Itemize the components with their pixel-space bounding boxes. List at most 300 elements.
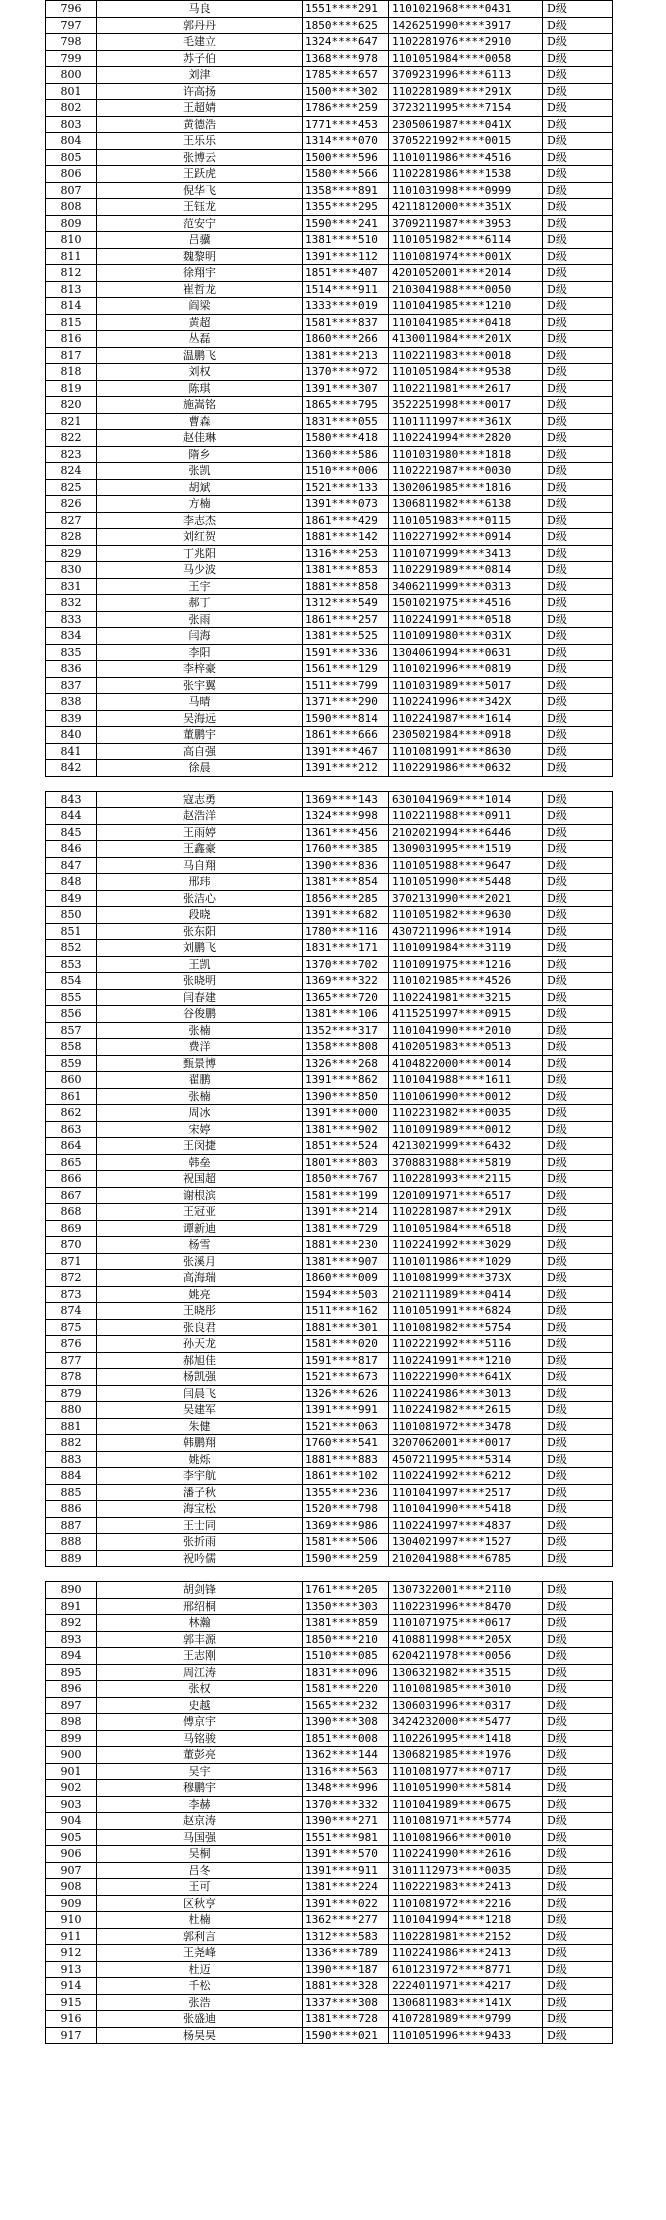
level-grade: D级 — [543, 923, 613, 940]
table-row — [46, 1501, 613, 1518]
row-number: 869 — [46, 1220, 97, 1237]
table-row — [46, 364, 613, 381]
id-number: 1102281993****2115 — [389, 1171, 543, 1188]
table-row — [46, 166, 613, 183]
person-name: 祝国超 — [97, 1171, 303, 1188]
person-name: 李志杰 — [97, 512, 303, 529]
id-number: 1307322001****2110 — [389, 1582, 543, 1599]
table-row — [46, 1171, 613, 1188]
row-number: 895 — [46, 1664, 97, 1681]
table-row — [46, 1138, 613, 1155]
person-name: 丁兆阳 — [97, 545, 303, 562]
id-number: 1102241997****4837 — [389, 1517, 543, 1534]
row-number: 893 — [46, 1631, 97, 1648]
table-row — [46, 940, 613, 957]
row-number: 821 — [46, 413, 97, 430]
table-row — [46, 1022, 613, 1039]
table-row — [46, 1418, 613, 1435]
row-number: 835 — [46, 644, 97, 661]
phone-number: 1881****858 — [303, 578, 389, 595]
phone-number: 1511****162 — [303, 1303, 389, 1320]
phone-number: 1514****911 — [303, 281, 389, 298]
id-number: 6101231972****8771 — [389, 1961, 543, 1978]
row-number: 874 — [46, 1303, 97, 1320]
row-number: 850 — [46, 907, 97, 924]
phone-number: 1861****666 — [303, 727, 389, 744]
row-number: 907 — [46, 1862, 97, 1879]
person-name: 吕冬 — [97, 1862, 303, 1879]
level-grade: D级 — [543, 1978, 613, 1995]
row-number: 865 — [46, 1154, 97, 1171]
id-number: 1102241991****1210 — [389, 1352, 543, 1369]
row-number: 875 — [46, 1319, 97, 1336]
person-name: 周冰 — [97, 1105, 303, 1122]
table-row — [46, 1154, 613, 1171]
phone-number: 1391****112 — [303, 248, 389, 265]
phone-number: 1881****142 — [303, 529, 389, 546]
phone-number: 1369****322 — [303, 973, 389, 990]
level-grade: D级 — [543, 1862, 613, 1879]
phone-number: 1510****006 — [303, 463, 389, 480]
id-number: 1102241991****0518 — [389, 611, 543, 628]
table-row — [46, 1895, 613, 1912]
table-row — [46, 100, 613, 117]
person-name: 段晓 — [97, 907, 303, 924]
table-row — [46, 1747, 613, 1764]
table-row — [46, 1237, 613, 1254]
row-number: 811 — [46, 248, 97, 265]
level-grade: D级 — [543, 1253, 613, 1270]
table-row — [46, 380, 613, 397]
row-number: 913 — [46, 1961, 97, 1978]
level-grade: D级 — [543, 215, 613, 232]
table-row — [46, 34, 613, 51]
phone-number: 1591****817 — [303, 1352, 389, 1369]
row-number: 805 — [46, 149, 97, 166]
id-number: 2305021984****0918 — [389, 727, 543, 744]
table-row — [46, 1204, 613, 1221]
person-name: 史越 — [97, 1697, 303, 1714]
phone-number: 1831****171 — [303, 940, 389, 957]
level-grade: D级 — [543, 874, 613, 891]
id-number: 1306031996****0317 — [389, 1697, 543, 1714]
person-name: 刘津 — [97, 67, 303, 84]
id-number: 4107281989****9799 — [389, 2011, 543, 2028]
phone-number: 1326****268 — [303, 1055, 389, 1072]
phone-number: 1381****854 — [303, 874, 389, 891]
phone-number: 1391****862 — [303, 1072, 389, 1089]
level-grade: D级 — [543, 314, 613, 331]
id-number: 4102051983****0513 — [389, 1039, 543, 1056]
id-number: 1101011986****1029 — [389, 1253, 543, 1270]
person-name: 隋乡 — [97, 446, 303, 463]
level-grade: D级 — [543, 380, 613, 397]
row-number: 904 — [46, 1813, 97, 1830]
phone-number: 1371****290 — [303, 694, 389, 711]
person-name: 寇志勇 — [97, 791, 303, 808]
level-grade: D级 — [543, 1402, 613, 1419]
phone-number: 1390****850 — [303, 1088, 389, 1105]
row-number: 804 — [46, 133, 97, 150]
phone-number: 1362****277 — [303, 1912, 389, 1929]
table-row — [46, 1681, 613, 1698]
row-number: 871 — [46, 1253, 97, 1270]
id-number: 1102211988****0911 — [389, 808, 543, 825]
level-grade: D级 — [543, 17, 613, 34]
phone-number: 1391****073 — [303, 496, 389, 513]
row-number: 870 — [46, 1237, 97, 1254]
table-row — [46, 479, 613, 496]
table-row — [46, 2011, 613, 2028]
row-number: 806 — [46, 166, 97, 183]
id-number: 1102221987****0030 — [389, 463, 543, 480]
id-number: 1102241982****2615 — [389, 1402, 543, 1419]
table-row — [46, 595, 613, 612]
id-number: 1304061994****0631 — [389, 644, 543, 661]
id-number: 3723211995****7154 — [389, 100, 543, 117]
id-number: 1102291986****0632 — [389, 760, 543, 777]
row-number: 896 — [46, 1681, 97, 1698]
person-name: 马良 — [97, 1, 303, 18]
id-number: 3708831988****5819 — [389, 1154, 543, 1171]
level-grade: D级 — [543, 1451, 613, 1468]
row-number: 827 — [46, 512, 97, 529]
level-grade: D级 — [543, 989, 613, 1006]
id-number: 1102241987****1614 — [389, 710, 543, 727]
person-name: 刘权 — [97, 364, 303, 381]
table-row — [46, 430, 613, 447]
level-grade: D级 — [543, 199, 613, 216]
phone-number: 1391****000 — [303, 1105, 389, 1122]
row-number: 844 — [46, 808, 97, 825]
row-number: 822 — [46, 430, 97, 447]
phone-number: 1581****020 — [303, 1336, 389, 1353]
phone-number: 1521****063 — [303, 1418, 389, 1435]
id-number: 2102021994****6446 — [389, 824, 543, 841]
phone-number: 1850****210 — [303, 1631, 389, 1648]
row-number: 880 — [46, 1402, 97, 1419]
row-number: 872 — [46, 1270, 97, 1287]
id-number: 1102271992****0914 — [389, 529, 543, 546]
id-number: 1101041997****2517 — [389, 1484, 543, 1501]
person-name: 吴宇 — [97, 1763, 303, 1780]
level-grade: D级 — [543, 1418, 613, 1435]
row-number: 819 — [46, 380, 97, 397]
person-name: 祝吟儒 — [97, 1550, 303, 1567]
id-number: 1101051984****6518 — [389, 1220, 543, 1237]
person-name: 王冠亚 — [97, 1204, 303, 1221]
person-name: 李宇航 — [97, 1468, 303, 1485]
level-grade: D级 — [543, 644, 613, 661]
table-row — [46, 1468, 613, 1485]
phone-number: 1786****259 — [303, 100, 389, 117]
level-grade: D级 — [543, 1105, 613, 1122]
row-number: 916 — [46, 2011, 97, 2028]
id-number: 1102241994****2820 — [389, 430, 543, 447]
row-number: 891 — [46, 1598, 97, 1615]
person-name: 毛建立 — [97, 34, 303, 51]
level-grade: D级 — [543, 446, 613, 463]
id-number: 3424232000****5477 — [389, 1714, 543, 1731]
row-number: 862 — [46, 1105, 97, 1122]
phone-number: 1881****301 — [303, 1319, 389, 1336]
row-number: 809 — [46, 215, 97, 232]
level-grade: D级 — [543, 347, 613, 364]
level-grade: D级 — [543, 1697, 613, 1714]
person-name: 李梓豪 — [97, 661, 303, 678]
id-number: 1306821985****1976 — [389, 1747, 543, 1764]
level-grade: D级 — [543, 791, 613, 808]
id-number: 1101081972****3478 — [389, 1418, 543, 1435]
phone-number: 1391****212 — [303, 760, 389, 777]
level-grade: D级 — [543, 578, 613, 595]
level-grade: D级 — [543, 1714, 613, 1731]
row-number: 840 — [46, 727, 97, 744]
row-number: 851 — [46, 923, 97, 940]
table-row — [46, 1517, 613, 1534]
table-row — [46, 1994, 613, 2011]
person-name: 林瀚 — [97, 1615, 303, 1632]
phone-number: 1391****022 — [303, 1895, 389, 1912]
section-gap — [45, 1567, 612, 1581]
person-name: 赵京涛 — [97, 1813, 303, 1830]
person-name: 韩垒 — [97, 1154, 303, 1171]
id-number: 1101021996****0819 — [389, 661, 543, 678]
row-number: 826 — [46, 496, 97, 513]
section-gap — [45, 777, 612, 791]
level-grade: D级 — [543, 1171, 613, 1188]
person-name: 王跃虎 — [97, 166, 303, 183]
table-row — [46, 1484, 613, 1501]
level-grade: D级 — [543, 133, 613, 150]
table-row — [46, 116, 613, 133]
level-grade: D级 — [543, 67, 613, 84]
phone-number: 1312****549 — [303, 595, 389, 612]
person-name: 王宇 — [97, 578, 303, 595]
row-number: 846 — [46, 841, 97, 858]
table-row — [46, 956, 613, 973]
id-number: 1101051990****5448 — [389, 874, 543, 891]
person-name: 吴海远 — [97, 710, 303, 727]
phone-number: 1316****563 — [303, 1763, 389, 1780]
level-grade: D级 — [543, 694, 613, 711]
row-number: 848 — [46, 874, 97, 891]
phone-number: 1860****009 — [303, 1270, 389, 1287]
id-number: 1101091989****0012 — [389, 1121, 543, 1138]
phone-number: 1369****986 — [303, 1517, 389, 1534]
row-number: 879 — [46, 1385, 97, 1402]
roster-page — [45, 0, 612, 2044]
id-number: 1101081985****3010 — [389, 1681, 543, 1698]
phone-number: 1580****418 — [303, 430, 389, 447]
level-grade: D级 — [543, 1468, 613, 1485]
person-name: 邢玮 — [97, 874, 303, 891]
table-row — [46, 1303, 613, 1320]
id-number: 4211812000****351X — [389, 199, 543, 216]
row-number: 797 — [46, 17, 97, 34]
phone-number: 1851****524 — [303, 1138, 389, 1155]
person-name: 姚烁 — [97, 1451, 303, 1468]
person-name: 杨昊昊 — [97, 2027, 303, 2044]
table-row — [46, 760, 613, 777]
phone-number: 1391****991 — [303, 1402, 389, 1419]
row-number: 857 — [46, 1022, 97, 1039]
level-grade: D级 — [543, 1615, 613, 1632]
table-row — [46, 1763, 613, 1780]
phone-number: 1361****456 — [303, 824, 389, 841]
person-name: 范安宁 — [97, 215, 303, 232]
id-number: 1101031989****5017 — [389, 677, 543, 694]
person-name: 张楠 — [97, 1088, 303, 1105]
person-name: 刘鹏飞 — [97, 940, 303, 957]
level-grade: D级 — [543, 50, 613, 67]
row-number: 866 — [46, 1171, 97, 1188]
level-grade: D级 — [543, 1484, 613, 1501]
level-grade: D级 — [543, 1204, 613, 1221]
row-number: 900 — [46, 1747, 97, 1764]
level-grade: D级 — [543, 1088, 613, 1105]
id-number: 1101081991****8630 — [389, 743, 543, 760]
table-row — [46, 1055, 613, 1072]
person-name: 董彭亮 — [97, 1747, 303, 1764]
level-grade: D级 — [543, 1631, 613, 1648]
table-row — [46, 496, 613, 513]
phone-number: 1760****385 — [303, 841, 389, 858]
id-number: 1101041989****0675 — [389, 1796, 543, 1813]
person-name: 谭新迪 — [97, 1220, 303, 1237]
level-grade: D级 — [543, 677, 613, 694]
phone-number: 1510****085 — [303, 1648, 389, 1665]
table-row — [46, 923, 613, 940]
person-name: 孙天龙 — [97, 1336, 303, 1353]
id-number: 1101081974****001X — [389, 248, 543, 265]
level-grade: D级 — [543, 1039, 613, 1056]
person-name: 马少波 — [97, 562, 303, 579]
table-row — [46, 907, 613, 924]
id-number: 1102281976****2910 — [389, 34, 543, 51]
level-grade: D级 — [543, 1664, 613, 1681]
person-name: 张良君 — [97, 1319, 303, 1336]
row-number: 800 — [46, 67, 97, 84]
person-name: 胡剑锋 — [97, 1582, 303, 1599]
person-name: 张溪月 — [97, 1253, 303, 1270]
table-row — [46, 1945, 613, 1962]
id-number: 3709231996****6113 — [389, 67, 543, 84]
table-row — [46, 397, 613, 414]
phone-number: 1785****657 — [303, 67, 389, 84]
table-row — [46, 1550, 613, 1567]
person-name: 千松 — [97, 1978, 303, 1995]
row-number: 901 — [46, 1763, 97, 1780]
id-number: 1102241992****6212 — [389, 1468, 543, 1485]
level-grade: D级 — [543, 808, 613, 825]
table-row — [46, 694, 613, 711]
level-grade: D级 — [543, 1352, 613, 1369]
person-name: 马自翔 — [97, 857, 303, 874]
phone-number: 1326****626 — [303, 1385, 389, 1402]
phone-number: 1565****232 — [303, 1697, 389, 1714]
table-row — [46, 1385, 613, 1402]
row-number: 864 — [46, 1138, 97, 1155]
level-grade: D级 — [543, 1006, 613, 1023]
phone-number: 1381****213 — [303, 347, 389, 364]
row-number: 877 — [46, 1352, 97, 1369]
phone-number: 1350****303 — [303, 1598, 389, 1615]
person-name: 张盛迪 — [97, 2011, 303, 2028]
row-number: 817 — [46, 347, 97, 364]
person-name: 傅京宇 — [97, 1714, 303, 1731]
phone-number: 1391****682 — [303, 907, 389, 924]
person-name: 闫晨飞 — [97, 1385, 303, 1402]
table-row — [46, 331, 613, 348]
phone-number: 1760****541 — [303, 1435, 389, 1452]
row-number: 808 — [46, 199, 97, 216]
id-number: 4307211996****1914 — [389, 923, 543, 940]
level-grade: D级 — [543, 1582, 613, 1599]
id-number: 1102291989****0814 — [389, 562, 543, 579]
person-name: 韩鹏翔 — [97, 1435, 303, 1452]
table-row — [46, 248, 613, 265]
person-name: 王闵捷 — [97, 1138, 303, 1155]
person-name: 谢根滨 — [97, 1187, 303, 1204]
table-row — [46, 199, 613, 216]
table-row — [46, 1534, 613, 1551]
phone-number: 1520****798 — [303, 1501, 389, 1518]
table-row — [46, 1780, 613, 1797]
row-number: 912 — [46, 1945, 97, 1962]
phone-number: 1881****883 — [303, 1451, 389, 1468]
id-number: 1101051988****9647 — [389, 857, 543, 874]
table-row — [46, 1121, 613, 1138]
id-number: 1102281986****1538 — [389, 166, 543, 183]
id-number: 1102221983****2413 — [389, 1879, 543, 1896]
table-row — [46, 1451, 613, 1468]
id-number: 4104822000****0014 — [389, 1055, 543, 1072]
level-grade: D级 — [543, 166, 613, 183]
id-number: 1101051984****9538 — [389, 364, 543, 381]
table-row — [46, 791, 613, 808]
level-grade: D级 — [543, 1270, 613, 1287]
table-row — [46, 841, 613, 858]
id-number: 4108811998****205X — [389, 1631, 543, 1648]
level-grade: D级 — [543, 1385, 613, 1402]
row-number: 883 — [46, 1451, 97, 1468]
table-row — [46, 1961, 613, 1978]
row-number: 823 — [46, 446, 97, 463]
level-grade: D级 — [543, 479, 613, 496]
id-number: 1101051996****9433 — [389, 2027, 543, 2044]
row-number: 803 — [46, 116, 97, 133]
person-name: 魏黎明 — [97, 248, 303, 265]
table-row — [46, 611, 613, 628]
phone-number: 1390****308 — [303, 1714, 389, 1731]
phone-number: 1594****503 — [303, 1286, 389, 1303]
phone-number: 1381****106 — [303, 1006, 389, 1023]
row-number: 810 — [46, 232, 97, 249]
person-name: 杜楠 — [97, 1912, 303, 1929]
phone-number: 1381****510 — [303, 232, 389, 249]
row-number: 837 — [46, 677, 97, 694]
id-number: 1101051990****5814 — [389, 1780, 543, 1797]
person-name: 张权 — [97, 1681, 303, 1698]
row-number: 831 — [46, 578, 97, 595]
level-grade: D级 — [543, 1, 613, 18]
phone-number: 1850****625 — [303, 17, 389, 34]
id-number: 2103041988****0050 — [389, 281, 543, 298]
phone-number: 1761****205 — [303, 1582, 389, 1599]
id-number: 1309031995****1519 — [389, 841, 543, 858]
person-name: 王志刚 — [97, 1648, 303, 1665]
